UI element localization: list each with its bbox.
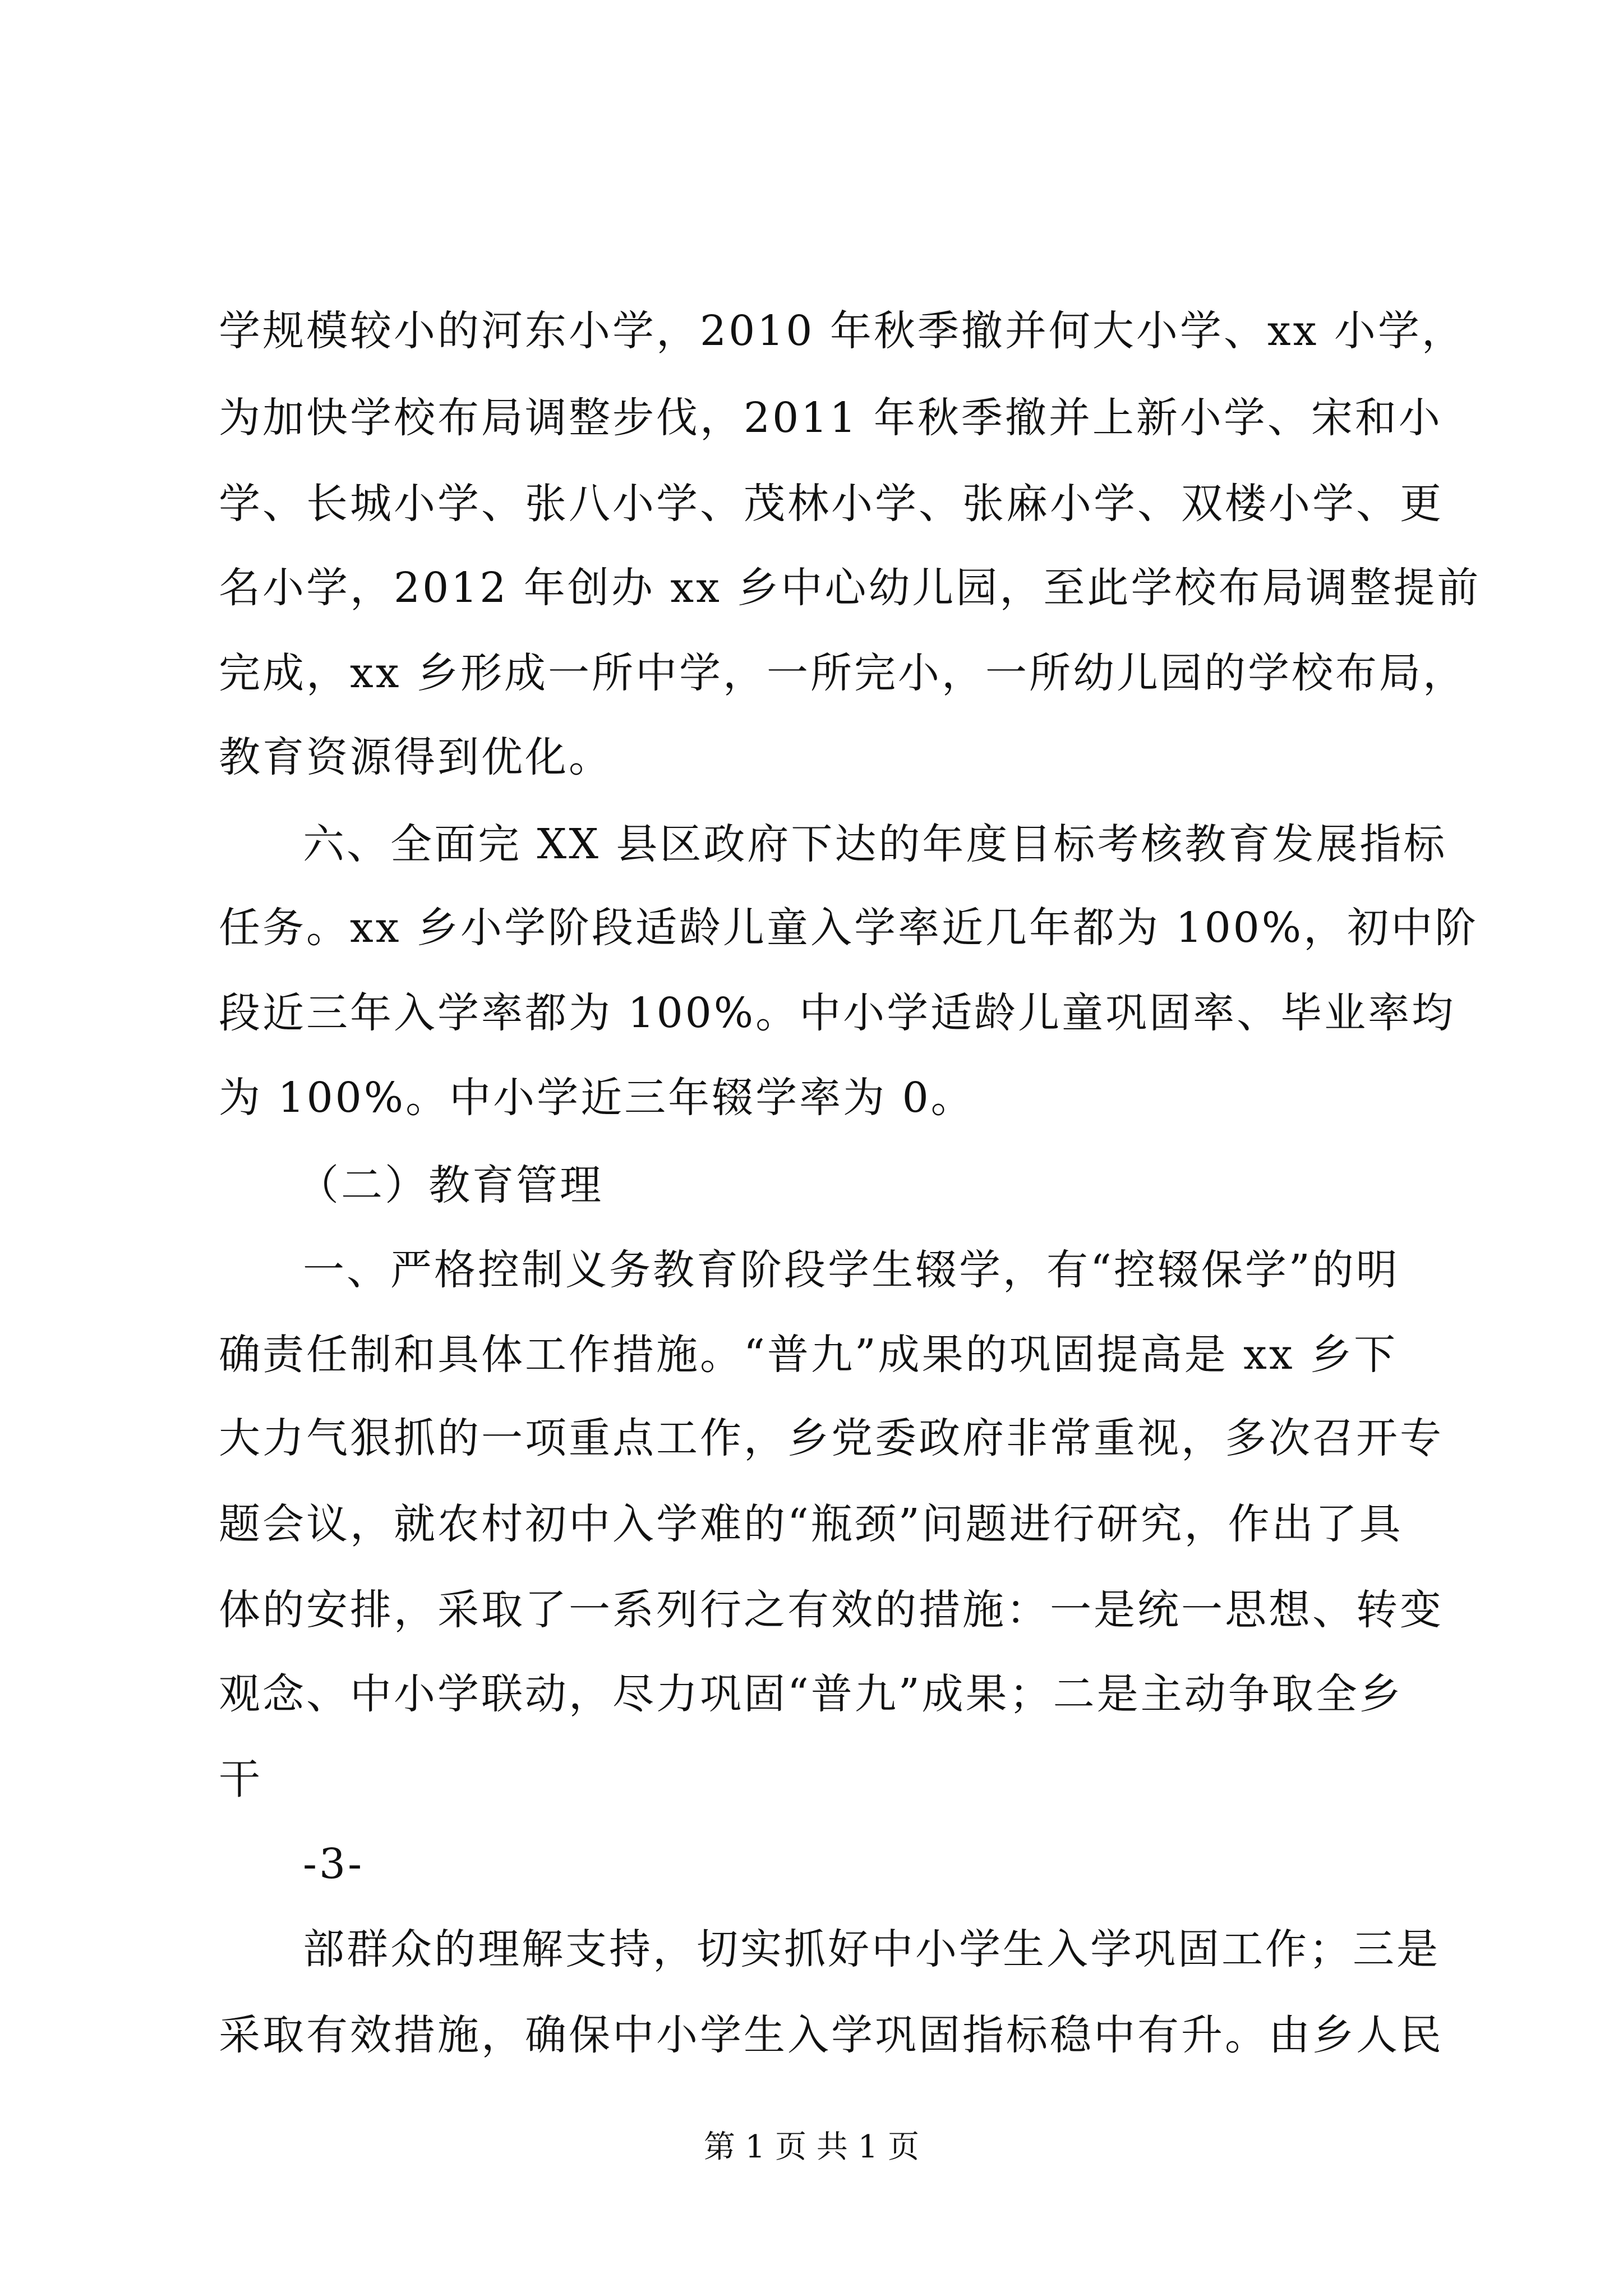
text-line-4: 名小学，2012 年创办 xx 乡中心幼儿园，至此学校布局调整提前 bbox=[219, 564, 1481, 612]
text-line-10: 为 100%。中小学近三年辍学率为 0。 bbox=[219, 1074, 975, 1122]
text-line-21: 采取有效措施，确保中小学生入学巩固指标稳中有升。由乡人民 bbox=[219, 2011, 1444, 2059]
text-line-8: 任务。xx 乡小学阶段适龄儿童入学率近几年都为 100%，初中阶 bbox=[219, 904, 1479, 952]
text-line-1: 学规模较小的河东小学，2010 年秋季撤并何大小学、xx 小学， bbox=[219, 307, 1465, 355]
page-number-marker: -3- bbox=[303, 1840, 365, 1888]
text-line-16: 体的安排，采取了一系列行之有效的措施：一是统一思想、转变 bbox=[219, 1586, 1444, 1634]
text-line-12: 一、严格控制义务教育阶段学生辍学，有“控辍保学”的明 bbox=[303, 1246, 1400, 1294]
text-line-15: 题会议，就农村初中入学难的“瓶颈”问题进行研究，作出了具 bbox=[219, 1500, 1403, 1548]
text-line-7: 六、全面完 XX 县区政府下达的年度目标考核教育发展指标 bbox=[303, 820, 1447, 868]
text-line-18: 干 bbox=[219, 1755, 262, 1803]
text-line-17: 观念、中小学联动，尽力巩固“普九”成果；二是主动争取全乡 bbox=[219, 1670, 1403, 1718]
text-line-9: 段近三年入学率都为 100%。中小学适龄儿童巩固率、毕业率均 bbox=[219, 989, 1456, 1037]
text-line-20: 部群众的理解支持，切实抓好中小学生入学巩固工作；三是 bbox=[303, 1925, 1440, 1973]
text-line-14: 大力气狠抓的一项重点工作，乡党委政府非常重视，多次召开专 bbox=[219, 1414, 1444, 1462]
page-footer: 第 1 页 共 1 页 bbox=[703, 2129, 920, 2165]
text-line-6: 教育资源得到优化。 bbox=[219, 733, 612, 781]
section-heading: （二）教育管理 bbox=[297, 1161, 603, 1209]
text-line-13: 确责任制和具体工作措施。“普九”成果的巩固提高是 xx 乡下 bbox=[219, 1331, 1398, 1379]
text-line-2: 为加快学校布局调整步伐，2011 年秋季撤并上新小学、宋和小 bbox=[219, 394, 1442, 442]
text-line-3: 学、长城小学、张八小学、茂林小学、张麻小学、双楼小学、更 bbox=[219, 480, 1444, 528]
text-line-5: 完成，xx 乡形成一所中学，一所完小，一所幼儿园的学校布局， bbox=[219, 649, 1467, 697]
